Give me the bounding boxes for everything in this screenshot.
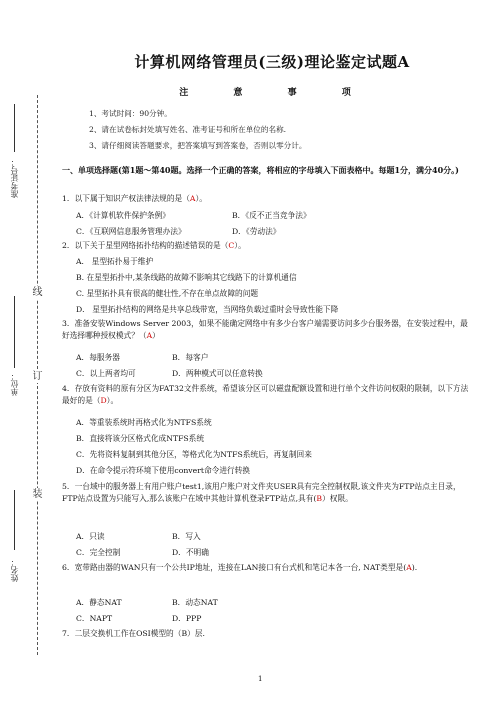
binding-mark-bind: 装	[32, 489, 43, 500]
answer-mark: C	[228, 241, 235, 250]
unit-label: 单位：	[10, 372, 19, 396]
question-option: A．等重装系统时再格式化为NTFS系统	[76, 418, 212, 427]
question-stem: 5．一台域中的服务器上有用户账户test1,该用户账户对文件夹USER具有完全控制权限,该文件夹为FTP站点主目录，FTP站点设置为只能写入,那么该账户在域中其他计算机登录FTP站点,具有(B）权限。	[62, 482, 461, 503]
binding-margin	[0, 0, 62, 702]
question-stem: 2．以下关于星型网络拓扑结构的描述错误的是（C）。	[62, 241, 246, 250]
question-option: B. 在星型拓扑中,某条线路的故障不影响其它线路下的计算机通信	[76, 273, 297, 282]
question-option: A．《计算机软件保护条例》	[76, 211, 170, 220]
question-option: C．《互联网信息服务管理办法》	[76, 227, 186, 236]
question-option: B．《反不正当竞争法》	[232, 211, 311, 220]
name-line	[14, 490, 15, 550]
exam-number-label: 准考证号：	[10, 158, 19, 198]
question-option: A．只读	[76, 532, 105, 541]
page-title: 计算机网络管理员(三级)理论鉴定试题A	[134, 53, 410, 71]
section-heading: 一、单项选择题(第1题～第40题。选择一个正确的答案，将相应的字母填入下面表格中。每题1分，满分40分。)	[62, 165, 459, 175]
answer-mark: B	[316, 494, 323, 503]
question-option: D．不明确	[172, 548, 209, 557]
question-option: B．每客户	[172, 353, 209, 362]
note-item: 1、考试时间：90分钟。	[89, 109, 172, 118]
question-option: C．以上两者均可	[76, 369, 136, 378]
question-option: A． 星型拓扑易于维护	[76, 257, 154, 266]
question-option: B．写入	[172, 532, 201, 541]
question-option: A．每服务器	[76, 353, 120, 362]
question-option: D． 星型拓扑结构的网络是共享总线带宽，当网络负载过重时会导致性能下降	[76, 305, 339, 314]
question-option: C．完全控制	[76, 548, 121, 557]
name-label: 姓名：	[10, 558, 19, 582]
question-stem: 1．以下属于知识产权法律法规的是（A）。	[62, 194, 207, 203]
question-option: C. 星型拓扑具有很高的健壮性,不存在单点故障的问题	[76, 289, 259, 298]
question-option: B．动态NAT	[172, 598, 218, 607]
question-option: D．PPP	[172, 614, 202, 623]
question-stem: 7．二层交换机工作在OSI模型的（B）层.	[62, 629, 205, 638]
exam-number-line	[14, 104, 15, 152]
question-option: C．先将资料复制到其他分区，等格式化为NTFS系统后，再复制回来	[76, 450, 312, 459]
answer-mark: B	[181, 629, 188, 638]
answer-mark: A	[406, 563, 412, 572]
question-stem: 6．宽带路由器的WAN只有一个公共IP地址，连接在LAN接口有台式机和笔记本各一台, NAT类型是(A).	[62, 563, 418, 572]
question-option: D．两种模式可以任意转换	[172, 369, 263, 378]
question-option: A．静态NAT	[76, 598, 122, 607]
answer-mark: D	[100, 396, 107, 405]
question-stem: 3．准备安装Windows Server 2003，如果不能确定网络中有多少台客户端需要访问多少台服务器，在安装过程中，最好选择哪种授权模式？（A）	[62, 319, 468, 340]
note-item: 2、请在试卷标封处填写姓名、准考证号和所在单位的名称.	[89, 125, 287, 134]
question-option: C．NAPT	[76, 614, 113, 623]
question-option: B．直接将该分区格式化成NTFS系统	[76, 434, 205, 443]
binding-mark-order: 订	[32, 371, 43, 382]
notice-heading: 注 意 事 项	[179, 88, 365, 98]
question-option: D．在命令提示符环境下使用convert命令进行转换	[76, 466, 251, 475]
answer-mark: A	[189, 194, 196, 203]
unit-line	[14, 296, 15, 368]
page-number: 1	[258, 675, 263, 683]
binding-mark-line: 线	[32, 287, 43, 298]
question-option: D．《劳动法》	[232, 227, 281, 236]
answer-mark: A	[146, 331, 153, 340]
question-stem: 4．存放有资料的原有分区为FAT32文件系统，希望该分区可以磁盘配额设置和进行单个文件访问权限的限制，以下方法最好的是（D）。	[62, 384, 469, 405]
note-item: 3、请仔细阅读答题要求，把答案填写到答案卷，否则以零分计。	[89, 141, 307, 150]
